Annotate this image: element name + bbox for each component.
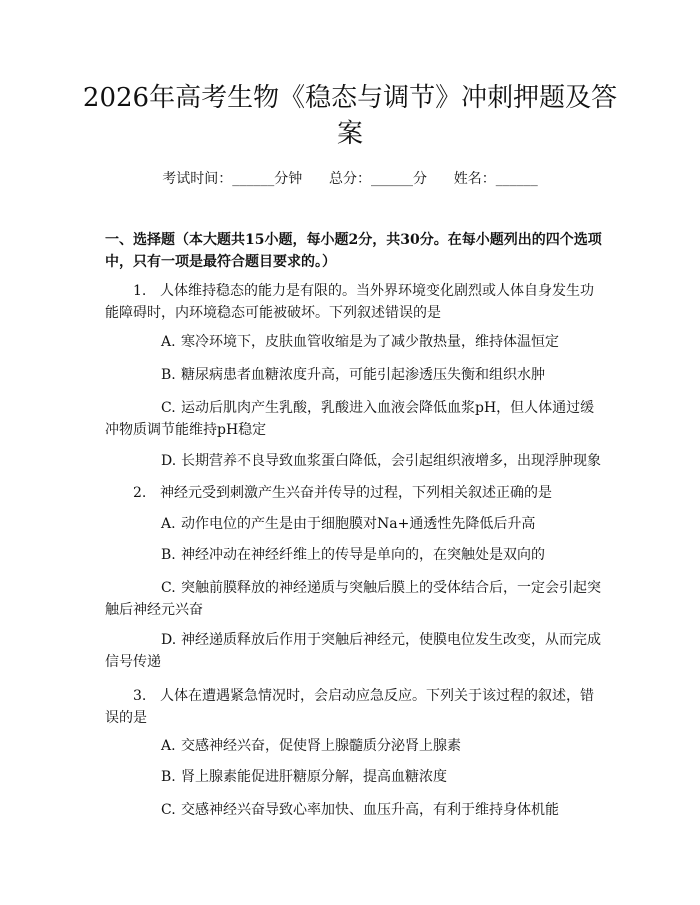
option-letter: A. xyxy=(161,334,176,350)
option-letter: A. xyxy=(161,738,176,754)
option-letter: B. xyxy=(161,547,176,563)
option-text: 长期营养不良导致血浆蛋白降低，会引起组织液增多，出现浮肿现象 xyxy=(181,453,601,469)
question-3-option-a xyxy=(105,735,605,757)
option-letter: D. xyxy=(161,632,177,648)
option-text: 神经冲动在神经纤维上的传导是单向的，在突触处是双向的 xyxy=(181,547,545,563)
question-text: 人体维持稳态的能力是有限的。当外界环境变化剧烈或人体自身发生功能障碍时，内环境稳态可能被破坏。下列叙述错误的是 xyxy=(105,283,594,321)
question-1-stem xyxy=(105,280,605,324)
question-2-option-c xyxy=(105,577,605,621)
question-1-option-a xyxy=(105,331,605,353)
option-letter: B. xyxy=(161,367,176,383)
question-3-stem xyxy=(105,685,605,729)
question-text: 神经元受到刺激产生兴奋并传导的过程，下列相关叙述正确的是 xyxy=(160,485,552,501)
question-2-option-d xyxy=(105,629,605,673)
option-text: 交感神经兴奋导致心率加快、血压升高，有利于维持身体机能 xyxy=(181,802,559,818)
question-3-option-b xyxy=(105,766,605,788)
exam-info-line: 考试时间：______分钟 总分：______分 姓名：______ xyxy=(162,171,538,187)
question-2-stem xyxy=(105,482,605,504)
question-3-option-c xyxy=(105,799,605,821)
option-letter: A. xyxy=(161,516,176,532)
option-text: 动作电位的产生是由于细胞膜对Na+通透性先降低后升高 xyxy=(181,516,536,532)
option-letter: C. xyxy=(161,802,176,818)
question-number: 1. xyxy=(133,283,147,299)
option-text: 突触前膜释放的神经递质与突触后膜上的受体结合后，一定会引起突触后神经元兴奋 xyxy=(105,580,601,618)
question-1-option-d xyxy=(105,450,605,472)
option-text: 神经递质释放后作用于突触后神经元，使膜电位发生改变，从而完成信号传递 xyxy=(105,632,601,670)
question-number: 2. xyxy=(133,485,147,501)
option-text: 运动后肌肉产生乳酸，乳酸进入血液会降低血浆pH，但人体通过缓冲物质调节能维持pH稳定 xyxy=(105,400,595,438)
option-text: 肾上腺素能促进肝糖原分解，提高血糖浓度 xyxy=(181,769,447,785)
question-1-option-c xyxy=(105,397,605,441)
option-text: 交感神经兴奋，促使肾上腺髓质分泌肾上腺素 xyxy=(181,738,461,754)
question-1-option-b xyxy=(105,364,605,386)
question-text: 人体在遭遇紧急情况时，会启动应急反应。下列关于该过程的叙述，错误的是 xyxy=(105,688,594,726)
option-letter: D. xyxy=(161,453,177,469)
document-title: 2026年高考生物《稳态与调节》冲刺押题及答案 xyxy=(82,83,618,149)
option-text: 糖尿病患者血糖浓度升高，可能引起渗透压失衡和组织水肿 xyxy=(181,367,545,383)
question-number: 3. xyxy=(133,688,147,704)
option-letter: C. xyxy=(161,400,176,416)
option-letter: B. xyxy=(161,769,176,785)
option-text: 寒冷环境下，皮肤血管收缩是为了减少散热量，维持体温恒定 xyxy=(181,334,559,350)
option-letter: C. xyxy=(161,580,176,596)
question-2-option-b xyxy=(105,544,605,566)
section-heading: 一、选择题（本大题共15小题，每小题2分，共30分。在每小题列出的四个选项中，只有一项是最符合题目要求的。） xyxy=(105,232,602,270)
question-2-option-a xyxy=(105,513,605,535)
